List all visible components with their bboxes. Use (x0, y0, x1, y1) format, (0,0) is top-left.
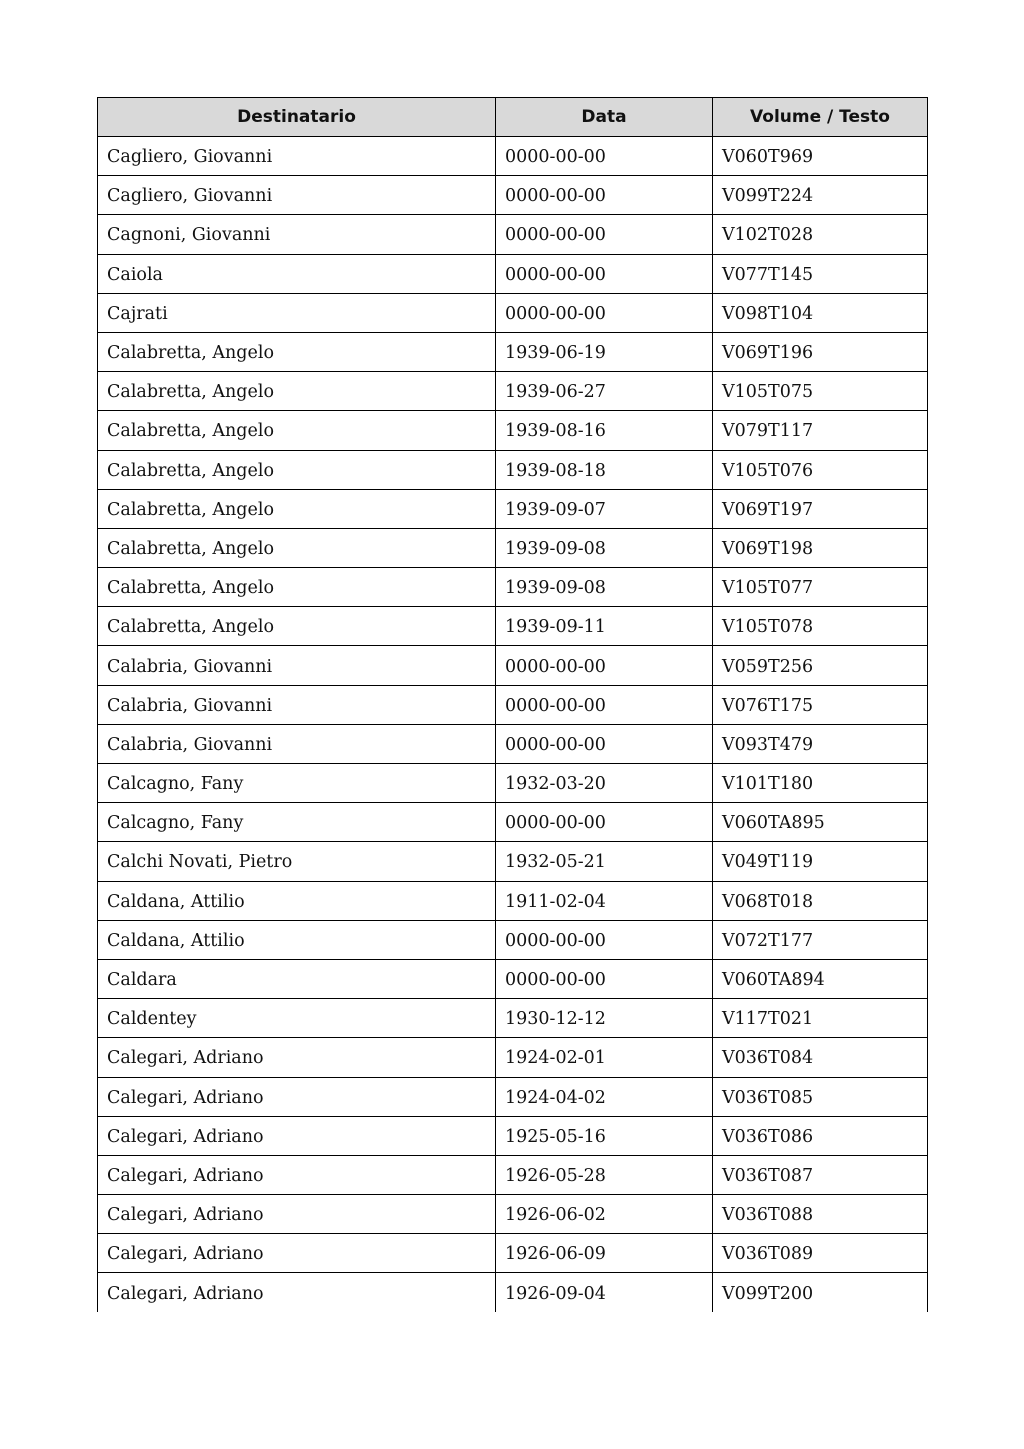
cell-destinatario: Calegari, Adriano (98, 1155, 496, 1194)
table-row (98, 607, 928, 646)
cell-data: 0000-00-00 (496, 803, 713, 842)
cell-destinatario: Calabretta, Angelo (98, 489, 496, 528)
table-row (98, 920, 928, 959)
table-row (98, 803, 928, 842)
header-row (98, 98, 928, 137)
cell-volume-testo: V077T145 (713, 254, 928, 293)
cell-volume-testo: V059T256 (713, 646, 928, 685)
cell-destinatario: Calegari, Adriano (98, 1077, 496, 1116)
table-row (98, 528, 928, 567)
table-row (98, 1234, 928, 1273)
table-row (98, 1273, 928, 1312)
cell-volume-testo: V099T224 (713, 176, 928, 215)
cell-data: 0000-00-00 (496, 137, 713, 176)
cell-volume-testo: V036T087 (713, 1155, 928, 1194)
cell-data: 1926-05-28 (496, 1155, 713, 1194)
cell-volume-testo: V036T089 (713, 1234, 928, 1273)
table-row (98, 568, 928, 607)
table-row (98, 1077, 928, 1116)
cell-data: 0000-00-00 (496, 646, 713, 685)
cell-data: 0000-00-00 (496, 724, 713, 763)
cell-destinatario: Calegari, Adriano (98, 1273, 496, 1312)
cell-data: 0000-00-00 (496, 293, 713, 332)
cell-data: 1925-05-16 (496, 1116, 713, 1155)
cell-data: 0000-00-00 (496, 215, 713, 254)
cell-data: 1939-09-08 (496, 528, 713, 567)
cell-destinatario: Calabretta, Angelo (98, 568, 496, 607)
cell-data: 0000-00-00 (496, 685, 713, 724)
cell-volume-testo: V105T077 (713, 568, 928, 607)
cell-destinatario: Calabretta, Angelo (98, 450, 496, 489)
table-row (98, 411, 928, 450)
table-row (98, 685, 928, 724)
cell-destinatario: Cagnoni, Giovanni (98, 215, 496, 254)
table-body (98, 137, 928, 1313)
column-header-volume-testo: Volume / Testo (713, 98, 928, 137)
cell-data: 1939-06-27 (496, 372, 713, 411)
cell-volume-testo: V036T086 (713, 1116, 928, 1155)
cell-destinatario: Calabretta, Angelo (98, 411, 496, 450)
cell-data: 1926-09-04 (496, 1273, 713, 1312)
table-row (98, 1155, 928, 1194)
cell-volume-testo: V117T021 (713, 999, 928, 1038)
cell-data: 0000-00-00 (496, 959, 713, 998)
table-header (98, 98, 928, 137)
table-row (98, 137, 928, 176)
cell-destinatario: Calabria, Giovanni (98, 685, 496, 724)
cell-data: 1911-02-04 (496, 881, 713, 920)
cell-data: 0000-00-00 (496, 254, 713, 293)
table-row (98, 489, 928, 528)
cell-volume-testo: V036T085 (713, 1077, 928, 1116)
cell-data: 1939-09-08 (496, 568, 713, 607)
table-row (98, 1195, 928, 1234)
cell-destinatario: Calcagno, Fany (98, 764, 496, 803)
table-row (98, 842, 928, 881)
cell-data: 0000-00-00 (496, 176, 713, 215)
cell-destinatario: Cagliero, Giovanni (98, 176, 496, 215)
cell-volume-testo: V101T180 (713, 764, 928, 803)
cell-data: 1939-08-18 (496, 450, 713, 489)
table-row (98, 372, 928, 411)
cell-data: 1939-09-11 (496, 607, 713, 646)
cell-data: 1926-06-09 (496, 1234, 713, 1273)
table-row (98, 332, 928, 371)
table-row (98, 764, 928, 803)
table-row (98, 215, 928, 254)
cell-destinatario: Cajrati (98, 293, 496, 332)
cell-volume-testo: V036T084 (713, 1038, 928, 1077)
cell-data: 1924-04-02 (496, 1077, 713, 1116)
cell-volume-testo: V105T078 (713, 607, 928, 646)
cell-data: 1939-06-19 (496, 332, 713, 371)
table-row (98, 724, 928, 763)
cell-data: 1932-05-21 (496, 842, 713, 881)
cell-destinatario: Caldara (98, 959, 496, 998)
cell-volume-testo: V105T075 (713, 372, 928, 411)
table-row (98, 959, 928, 998)
cell-volume-testo: V069T198 (713, 528, 928, 567)
table-row (98, 254, 928, 293)
cell-destinatario: Calabria, Giovanni (98, 646, 496, 685)
table-row (98, 176, 928, 215)
table-row (98, 1038, 928, 1077)
table-row (98, 293, 928, 332)
letters-table (97, 97, 928, 1312)
cell-destinatario: Calegari, Adriano (98, 1038, 496, 1077)
table-row (98, 450, 928, 489)
cell-volume-testo: V036T088 (713, 1195, 928, 1234)
cell-destinatario: Calegari, Adriano (98, 1116, 496, 1155)
table-row (98, 1116, 928, 1155)
cell-volume-testo: V060T969 (713, 137, 928, 176)
cell-destinatario: Caldana, Attilio (98, 881, 496, 920)
cell-destinatario: Calabretta, Angelo (98, 332, 496, 371)
cell-data: 1939-08-16 (496, 411, 713, 450)
cell-volume-testo: V069T197 (713, 489, 928, 528)
cell-destinatario: Calchi Novati, Pietro (98, 842, 496, 881)
cell-data: 1939-09-07 (496, 489, 713, 528)
cell-destinatario: Calabria, Giovanni (98, 724, 496, 763)
cell-volume-testo: V069T196 (713, 332, 928, 371)
table-row (98, 646, 928, 685)
cell-destinatario: Caiola (98, 254, 496, 293)
column-header-data: Data (496, 98, 713, 137)
cell-volume-testo: V060TA894 (713, 959, 928, 998)
cell-volume-testo: V093T479 (713, 724, 928, 763)
cell-data: 1930-12-12 (496, 999, 713, 1038)
cell-data: 1924-02-01 (496, 1038, 713, 1077)
cell-data: 1926-06-02 (496, 1195, 713, 1234)
cell-volume-testo: V099T200 (713, 1273, 928, 1312)
cell-destinatario: Cagliero, Giovanni (98, 137, 496, 176)
cell-destinatario: Calabretta, Angelo (98, 528, 496, 567)
cell-volume-testo: V098T104 (713, 293, 928, 332)
cell-volume-testo: V105T076 (713, 450, 928, 489)
cell-data: 1932-03-20 (496, 764, 713, 803)
cell-volume-testo: V068T018 (713, 881, 928, 920)
cell-destinatario: Caldentey (98, 999, 496, 1038)
cell-volume-testo: V079T117 (713, 411, 928, 450)
cell-volume-testo: V102T028 (713, 215, 928, 254)
cell-volume-testo: V072T177 (713, 920, 928, 959)
cell-destinatario: Caldana, Attilio (98, 920, 496, 959)
cell-destinatario: Calcagno, Fany (98, 803, 496, 842)
table-row (98, 999, 928, 1038)
column-header-destinatario: Destinatario (98, 98, 496, 137)
cell-volume-testo: V060TA895 (713, 803, 928, 842)
cell-data: 0000-00-00 (496, 920, 713, 959)
cell-destinatario: Calabretta, Angelo (98, 607, 496, 646)
cell-volume-testo: V076T175 (713, 685, 928, 724)
cell-destinatario: Calegari, Adriano (98, 1234, 496, 1273)
cell-destinatario: Calegari, Adriano (98, 1195, 496, 1234)
cell-destinatario: Calabretta, Angelo (98, 372, 496, 411)
cell-volume-testo: V049T119 (713, 842, 928, 881)
table-row (98, 881, 928, 920)
